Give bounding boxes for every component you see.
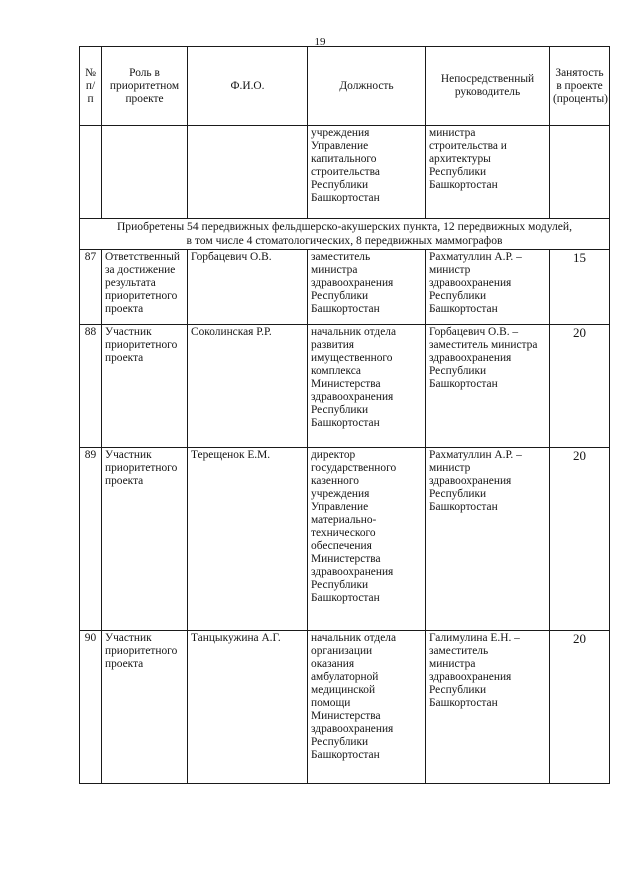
cell-num: 88 [80,325,102,448]
header-workload: Занятость в проекте (проценты) [550,47,610,126]
section-title: Приобретены 54 передвижных фельдшерско-акушерских пункта, 12 передвижных модулей, в том числе 4 стоматологических, 8 передвижных маммографов [80,219,610,250]
project-roles-table [79,46,610,784]
cell-name [188,126,308,219]
header-position: Должность [308,47,426,126]
cell-name: Соколинская Р.Р. [188,325,308,448]
table-row [80,325,610,448]
header-name: Ф.И.О. [188,47,308,126]
cell-role [102,126,188,219]
cell-role: Ответственный за достижение результата приоритетного проекта [102,250,188,325]
header-num: № п/п [80,47,102,126]
table-row [80,448,610,631]
page-number: 19 [314,36,326,48]
table-row [80,631,610,784]
cell-supervisor: Рахматуллин А.Р. – министр здравоохранения Республики Башкортостан [426,250,550,325]
cell-num: 90 [80,631,102,784]
cell-name: Горбацевич О.В. [188,250,308,325]
header-supervisor: Непосредственный руководитель [426,47,550,126]
cell-role: Участник приоритетного проекта [102,448,188,631]
cell-supervisor: Горбацевич О.В. – заместитель министра здравоохранения Республики Башкортостан [426,325,550,448]
cell-supervisor: Рахматуллин А.Р. – министр здравоохранения Республики Башкортостан [426,448,550,631]
section-row [80,219,610,250]
cell-role: Участник приоритетного проекта [102,631,188,784]
table-header-row [80,47,610,126]
cell-supervisor: Галимулина Е.Н. – заместитель министра здравоохранения Республики Башкортостан [426,631,550,784]
cell-workload [550,126,610,219]
cell-supervisor: министра строительства и архитектуры Республики Башкортостан [426,126,550,219]
cell-name: Терещенок Е.М. [188,448,308,631]
cell-num: 89 [80,448,102,631]
cell-workload: 15 [550,250,610,325]
cell-role: Участник приоритетного проекта [102,325,188,448]
cell-position: начальник отдела развития имущественного комплекса Министерства здравоохранения Республики Башкортостан [308,325,426,448]
header-role: Роль в приоритетном проекте [102,47,188,126]
cell-workload: 20 [550,325,610,448]
cell-position: учреждения Управление капитального строительства Республики Башкортостан [308,126,426,219]
cell-num [80,126,102,219]
cell-position: начальник отдела организации оказания амбулаторной медицинской помощи Министерства здравоохранения Республики Башкортостан [308,631,426,784]
cell-position: директор государственного казенного учреждения Управление материально- технического обеспечения Министерства здравоохранения Республики Башкортостан [308,448,426,631]
cell-workload: 20 [550,631,610,784]
cell-num: 87 [80,250,102,325]
cell-name: Танцыкужина А.Г. [188,631,308,784]
cell-position: заместитель министра здравоохранения Республики Башкортостан [308,250,426,325]
table-row-continuation [80,126,610,219]
cell-workload: 20 [550,448,610,631]
table-row [80,250,610,325]
